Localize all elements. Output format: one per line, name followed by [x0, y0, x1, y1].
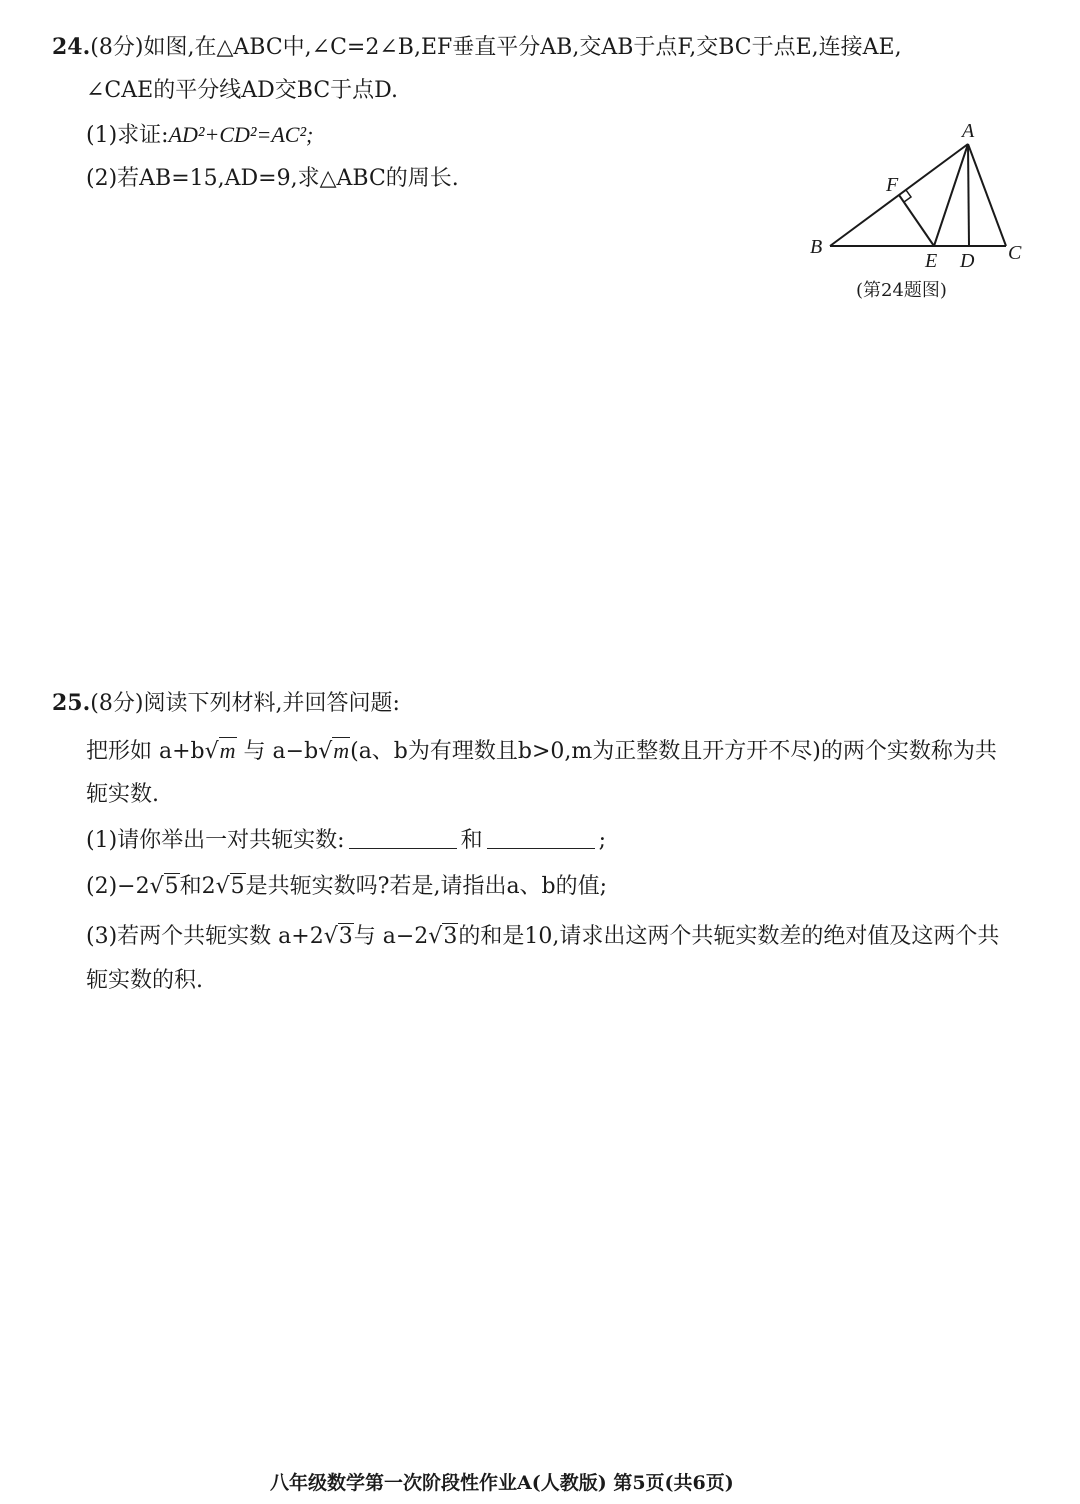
- q25-line1: [52, 688, 400, 719]
- segment-AD: [968, 144, 969, 246]
- q25-def-line2: 轭实数.: [86, 782, 159, 807]
- label-C: C: [1008, 242, 1022, 264]
- right-angle-mark: [904, 190, 911, 202]
- label-B: B: [810, 236, 823, 258]
- q25-part1-prefix: (1)请你举出一对共轭实数:: [86, 828, 345, 853]
- q25-part3-a: (3)若两个共轭实数 a+2: [86, 924, 324, 949]
- q24-part2: [86, 164, 459, 194]
- figure-caption: (第24题图): [856, 280, 947, 301]
- segment-AC: [968, 144, 1006, 246]
- label-D: D: [960, 250, 975, 272]
- q25-part1-end: ;: [598, 828, 607, 853]
- q25-part3-line1: [86, 922, 999, 952]
- page-footer: 八年级数学第一次阶段性作业A(人教版) 第5页(共6页): [270, 1472, 734, 1494]
- q25-part2: [86, 872, 607, 902]
- q25-part2-c: 是共轭实数吗?若是,请指出a、b的值;: [245, 874, 608, 899]
- q24-line1: [52, 32, 902, 63]
- q24-part2-text: (2)若AB=15,AD=9,求△ABC的周长.: [86, 166, 459, 191]
- sqrt-radicand: m: [333, 738, 350, 763]
- q24-part1: [86, 120, 313, 151]
- q24-stem-line1: 如图,在△ABC中,∠C=2∠B,EF垂直平分AB,交AB于点F,交BC于点E,连接AE,: [143, 35, 902, 60]
- sqrt-symbol: √3: [428, 924, 458, 949]
- q25-part2-b: 和2: [179, 874, 216, 899]
- q25-part2-a: (2)−2: [86, 874, 150, 899]
- q25-definition-line1: [86, 736, 997, 767]
- answer-blank-2[interactable]: [487, 826, 595, 849]
- sqrt-radicand: 3: [443, 924, 458, 949]
- label-A: A: [962, 120, 975, 142]
- q24-number: 24.: [52, 34, 91, 60]
- q25-def-part-b: 与 a−b: [236, 739, 319, 764]
- segment-AE: [934, 144, 968, 246]
- sqrt-radicand: 5: [164, 874, 179, 899]
- q25-def-part-a: 把形如 a+b: [86, 739, 205, 764]
- q25-points: (8分): [90, 691, 144, 716]
- q25-def-part-c: (a、b为有理数且b>0,m为正整数且开方开不尽)的两个实数称为共: [350, 739, 997, 764]
- q25-number: 25.: [52, 690, 91, 716]
- sqrt-radicand: m: [219, 738, 236, 763]
- q25-part1-and: 和: [460, 828, 483, 853]
- sqrt-symbol: √5: [215, 874, 245, 899]
- q25-definition-line2: [86, 780, 159, 810]
- label-E: E: [925, 250, 938, 272]
- q24-part1-prefix: (1)求证:: [86, 123, 169, 148]
- sqrt-symbol: √5: [149, 874, 179, 899]
- q24-part1-formula: AD²+CD²=AC²;: [168, 122, 314, 147]
- q25-intro: 阅读下列材料,并回答问题:: [143, 691, 400, 716]
- q24-line2: [86, 76, 398, 106]
- sqrt-symbol: √m: [318, 738, 350, 764]
- q24-geometry-figure: [800, 120, 1040, 280]
- q25-part1: [86, 826, 606, 856]
- q25-part3-b: 与 a−2: [353, 924, 429, 949]
- q24-points: (8分): [90, 35, 144, 60]
- q25-part3-line2-text: 轭实数的积.: [86, 968, 203, 993]
- sqrt-symbol: √m: [204, 738, 236, 764]
- sqrt-radicand: 3: [338, 924, 353, 949]
- q25-part3-line2: [86, 966, 203, 996]
- q25-part3-c: 的和是10,请求出这两个共轭实数差的绝对值及这两个共: [458, 924, 1000, 949]
- answer-blank-1[interactable]: [349, 826, 457, 849]
- sqrt-symbol: √3: [323, 924, 353, 949]
- label-F: F: [886, 174, 899, 196]
- sqrt-radicand: 5: [230, 874, 245, 899]
- q24-stem-line2: ∠CAE的平分线AD交BC于点D.: [86, 78, 398, 103]
- segment-EF: [899, 195, 934, 246]
